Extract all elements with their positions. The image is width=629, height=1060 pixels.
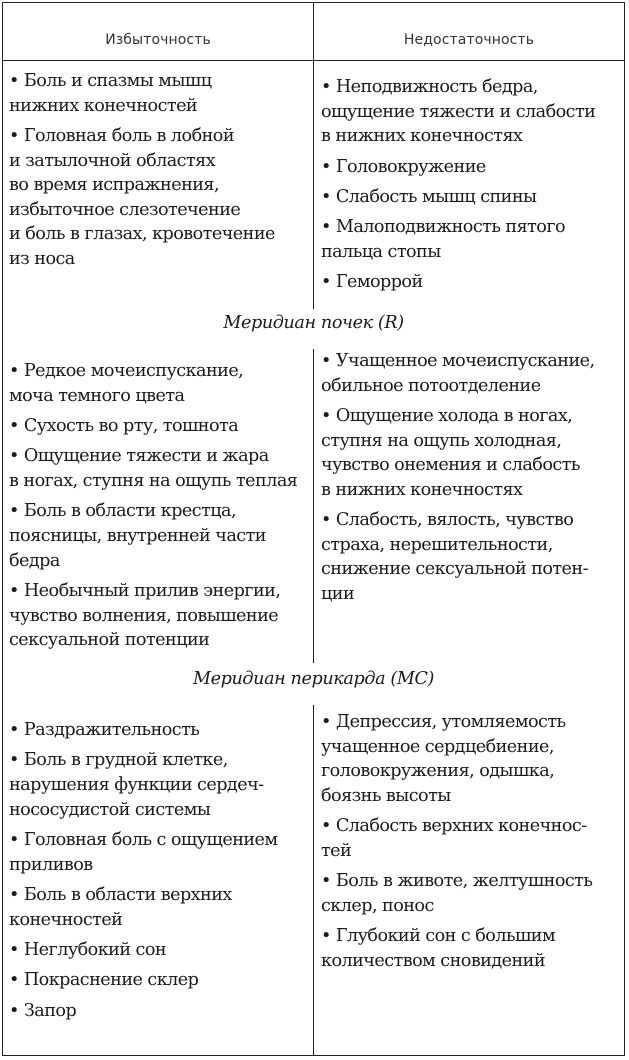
list-item <box>321 814 619 863</box>
item-line: • Сухость во рту, тошнота <box>9 415 239 436</box>
list-item <box>9 748 309 822</box>
list-item <box>321 869 619 918</box>
item-line: и боль в глазах, кровотечение <box>9 224 275 245</box>
item-line: снижение сексуальной потен- <box>321 559 588 580</box>
item-line: • Запор <box>9 1000 77 1021</box>
section-2-deficiency-list <box>321 710 619 979</box>
section-0-excess-list <box>9 69 309 277</box>
header-divider <box>3 60 624 61</box>
list-item <box>9 968 309 993</box>
list-item <box>321 508 619 606</box>
meridian-table <box>2 2 625 1056</box>
item-line: склер, понос <box>321 895 434 916</box>
section-title-pericardium: Меридиан перикарда (МС) <box>192 669 434 689</box>
item-line: • Боль в области крестца, <box>9 501 236 522</box>
list-item <box>321 75 619 149</box>
item-line: чувство волнения, повышение <box>9 605 279 626</box>
item-line: • Головная боль в лобной <box>9 125 235 146</box>
item-line: • Слабость, вялость, чувство <box>321 510 574 531</box>
item-line: • Депрессия, утомляемость <box>321 712 566 732</box>
item-line: учащенное сердцебиение, <box>321 736 554 757</box>
item-line: • Ощущение холода в ногах, <box>321 405 573 426</box>
item-line: в ногах, ступня на ощупь теплая <box>9 470 298 491</box>
item-line: • Геморрой <box>321 272 423 293</box>
section-2-excess-list <box>9 718 309 1029</box>
section-title-kidney: Меридиан почек (R) <box>223 313 404 333</box>
item-line: • Покраснение склер <box>9 970 199 991</box>
section-0-deficiency-list <box>321 75 619 301</box>
item-line: боязнь высоты <box>321 785 451 806</box>
item-line: поясницы, внутренней части <box>9 525 266 546</box>
list-item <box>9 359 309 408</box>
item-line: ции <box>321 583 355 604</box>
list-item <box>9 124 309 272</box>
item-line: пальца стопы <box>321 241 441 262</box>
item-line: страха, нерешительности, <box>321 534 553 555</box>
list-item <box>9 883 309 932</box>
list-item <box>9 999 309 1024</box>
item-line: из носа <box>9 248 75 269</box>
item-line: • Раздражительность <box>9 720 200 740</box>
list-item <box>321 215 619 264</box>
item-line: • Боль в грудной клетке, <box>9 750 228 771</box>
column-header-deficiency: Недостаточность <box>403 32 535 48</box>
list-item <box>9 69 309 118</box>
list-item <box>321 924 619 973</box>
list-item <box>321 185 619 210</box>
list-item <box>321 349 619 398</box>
item-line: головокружения, одышка, <box>321 761 555 782</box>
list-item <box>9 499 309 573</box>
item-line: • Головная боль с ощущением <box>9 829 278 850</box>
item-line: • Боль в животе, желтушность <box>321 871 593 892</box>
item-line: • Малоподвижность пятого <box>321 217 566 238</box>
item-line: нижних конечностей <box>9 95 198 116</box>
item-line: тей <box>321 840 352 861</box>
section-1-deficiency-list <box>321 349 619 612</box>
item-line: во время испражнения, <box>9 175 220 196</box>
item-line: бедра <box>9 550 60 571</box>
item-line: избыточное слезотечение <box>9 199 241 220</box>
list-item <box>321 710 619 808</box>
item-line: моча темного цвета <box>9 385 185 406</box>
list-item <box>321 155 619 180</box>
item-line: приливов <box>9 854 93 875</box>
item-line: конечностей <box>9 909 123 930</box>
list-item <box>9 718 309 743</box>
list-item <box>321 270 619 295</box>
item-line: в нижних конечностях <box>321 479 523 500</box>
item-line: • Боль в области верхних <box>9 884 232 905</box>
item-line: • Неглубокий сон <box>9 939 167 960</box>
item-line: • Глубокий сон с большим <box>321 926 556 947</box>
list-item <box>321 404 619 502</box>
item-line: количеством сновидений <box>321 950 546 971</box>
list-item <box>9 414 309 439</box>
item-line: • Редкое мочеиспускание, <box>9 361 244 381</box>
list-item <box>9 828 309 877</box>
item-line: • Головокружение <box>321 156 486 177</box>
list-item <box>9 444 309 493</box>
item-line: в нижних конечностях <box>321 126 523 147</box>
item-line: нососудистой системы <box>9 799 211 820</box>
column-divider <box>313 3 314 1055</box>
item-line: • Слабость верхних конечнос- <box>321 816 587 837</box>
item-line: • Неподвижность бедра, <box>321 77 538 97</box>
item-line: • Учащенное мочеиспускание, <box>321 351 595 371</box>
item-line: ступня на ощупь холодная, <box>321 430 562 451</box>
item-line: чувство онемения и слабость <box>321 455 580 476</box>
item-line: нарушения функции сердеч- <box>9 774 264 795</box>
section-1-excess-list <box>9 359 309 659</box>
column-header-excess: Избыточность <box>105 32 211 48</box>
item-line: • Боль и спазмы мышц <box>9 71 212 91</box>
item-line: и затылочной областях <box>9 150 216 171</box>
item-line: • Слабость мышц спины <box>321 186 537 207</box>
list-item <box>9 579 309 653</box>
item-line: • Необычный прилив энергии, <box>9 580 281 601</box>
item-line: сексуальной потенции <box>9 630 210 651</box>
item-line: обильное потоотделение <box>321 375 541 396</box>
list-item <box>9 938 309 963</box>
item-line: • Ощущение тяжести и жара <box>9 446 269 467</box>
item-line: ощущение тяжести и слабости <box>321 101 596 122</box>
